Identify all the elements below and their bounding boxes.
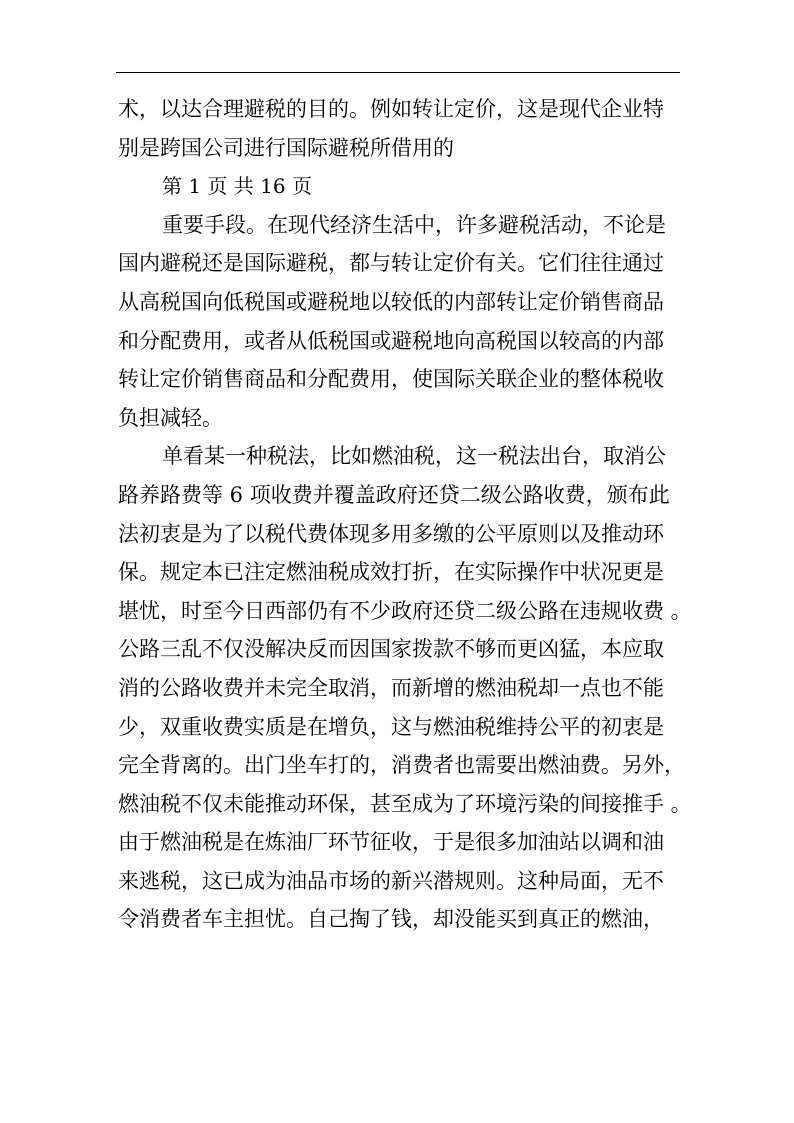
- text-line: 公路三乱不仅没解决反而因国家拨款不够而更凶猛，本应取: [118, 637, 664, 662]
- page-number: 第 1 页 共 16 页: [162, 174, 312, 199]
- header-rule: [116, 72, 680, 73]
- paragraph-1: [118, 90, 688, 167]
- text-line: 重要手段。在现代经济生活中，许多避税活动，不论是: [162, 212, 666, 237]
- document-body: [118, 90, 692, 939]
- text-line: 保。规定本已注定燃油税成效打折，在实际操作中状况更是: [118, 560, 664, 585]
- text-line: 转让定价销售商品和分配费用，使国际关联企业的整体税收: [118, 367, 664, 392]
- paragraph-2: [118, 206, 688, 438]
- text-line: 燃油税不仅未能推动环保，甚至成为了环境污染的间接推手 。: [118, 791, 692, 816]
- text-line: 别是跨国公司进行国际避税所借用的: [118, 135, 454, 160]
- text-line: 由于燃油税是在炼油厂环节征收，于是很多加油站以调和油: [118, 830, 664, 855]
- text-line: 来逃税，这已成为油品市场的新兴潜规则。这种局面，无不: [118, 868, 664, 893]
- text-line: 完全背离的。出门坐车打的，消费者也需要出燃油费。另外，: [118, 753, 685, 778]
- text-line: 和分配费用，或者从低税国或避税地向高税国以较高的内部: [118, 328, 664, 353]
- text-line: 术，以达合理避税的目的。例如转让定价，这是现代企业特: [118, 97, 664, 121]
- text-line: 从高税国向低税国或避税地以较低的内部转让定价销售商品: [118, 289, 664, 314]
- paragraph-3: [118, 437, 692, 939]
- text-line: 路养路费等 6 项收费并覆盖政府还贷二级公路收费，颁布此: [118, 482, 670, 507]
- text-line: 堪忧，时至今日西部仍有不少政府还贷二级公路在违规收费 。: [118, 598, 692, 623]
- text-line: 负担减轻。: [118, 405, 223, 430]
- text-line: 令消费者车主担忧。自己掏了钱，却没能买到真正的燃油，: [118, 907, 664, 932]
- text-line: 消的公路收费并未完全取消，而新增的燃油税却一点也不能: [118, 675, 664, 700]
- text-line: 少，双重收费实质是在增负，这与燃油税维持公平的初衷是: [118, 714, 664, 739]
- text-line: 国内避税还是国际避税，都与转让定价有关。它们往往通过: [118, 251, 664, 276]
- text-line: 单看某一种税法，比如燃油税，这一税法出台，取消公: [162, 444, 666, 469]
- text-line: 法初衷是为了以税代费体现多用多缴的公平原则以及推动环: [118, 521, 664, 546]
